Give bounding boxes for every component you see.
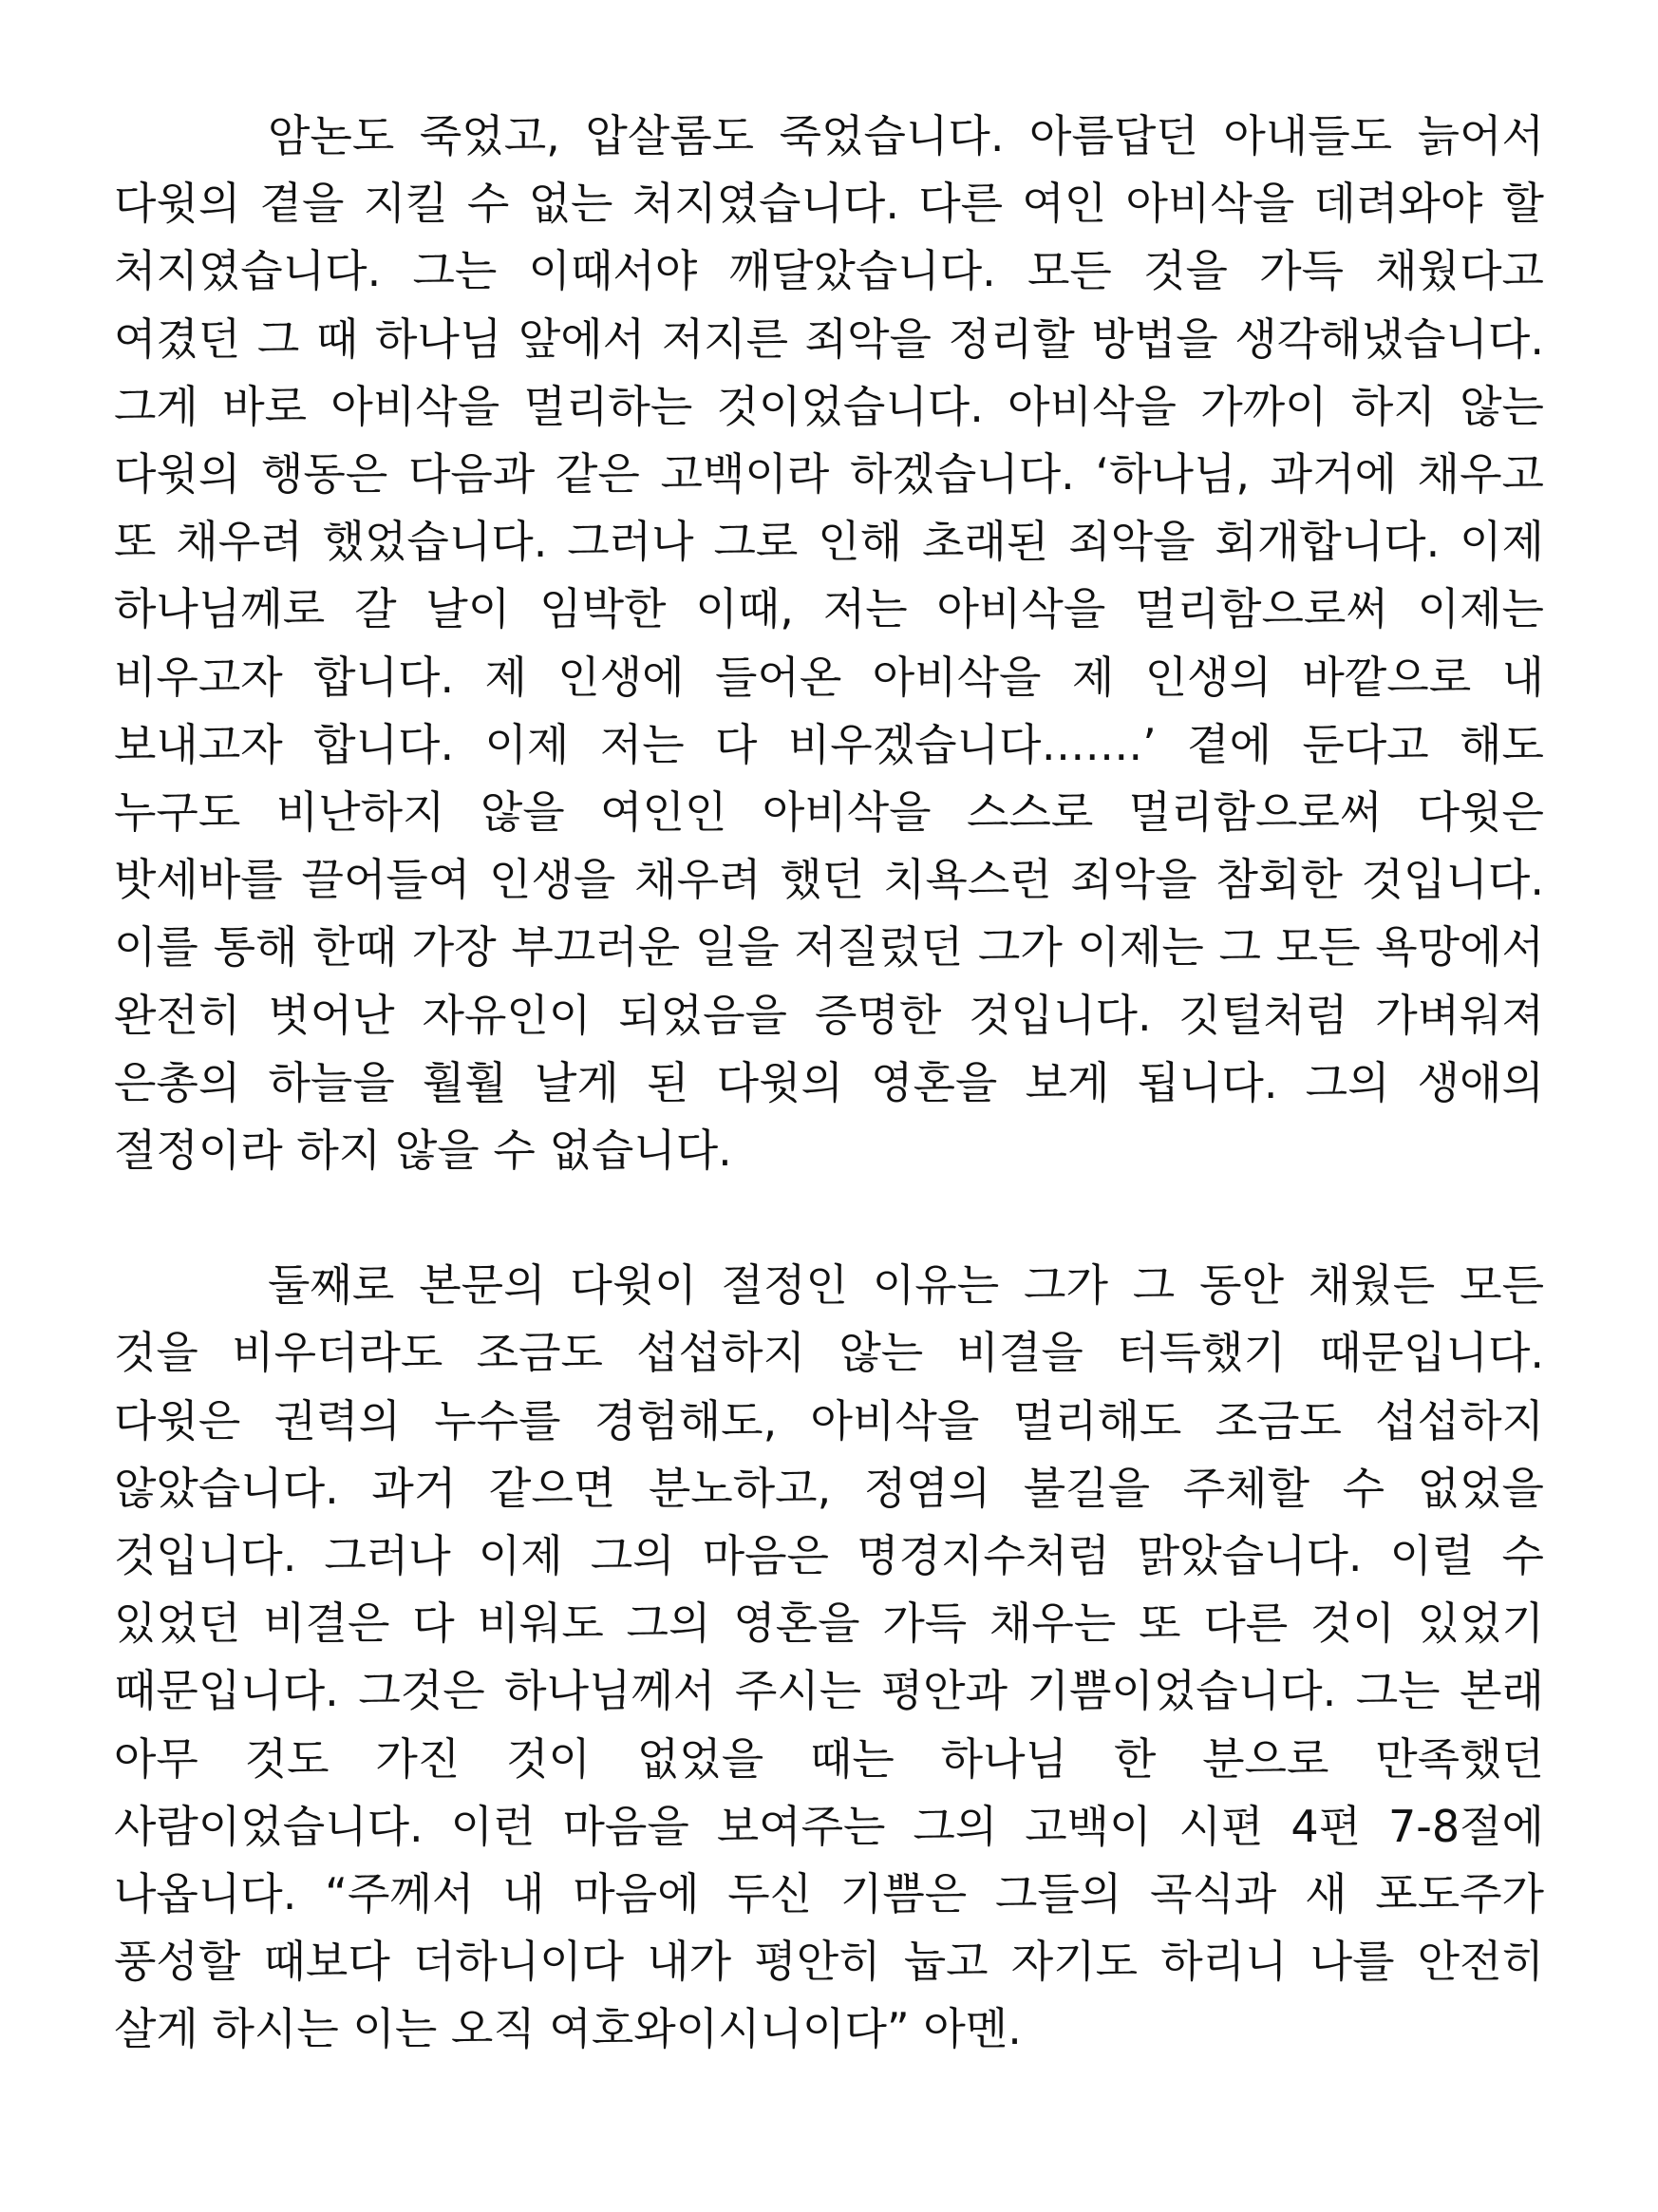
body-paragraph: 둘째로 본문의 다윗이 절정인 이유는 그가 그 동안 채웠든 모든 것을 비우더라도 조금도 섭섭하지 않는 비결을 터득했기 때문입니다. 다윗은 권력의 누수를 경험해도, 아비삭을 멀리해도 조금도 섭섭하지 않았습니다. 과거 같으면 분노하고, 정염의 불길을 주체할 수 없었을 것입니다. 그러나 이제 그의 마음은 명경지수처럼 맑았습니다. 이럴 수 있었던 비결은 다 비워도 그의 영혼을 가득 채우는 또 다른 것이 있었기 때문입니다. 그것은 하나님께서 주시는 평안과 기쁨이었습니다. 그는 본래 아무 것도 가진 것이 없었을 때는 하나님 한 분으로 만족했던 사람이었습니다. 이런 마음을 보여주는 그의 고백이 시편 4편 7-8절에 나옵니다. “주께서 내 마음에 두신 기쁨은 그들의 곡식과 새 포도주가 풍성할 때보다 더하니이다 내가 평안히 눕고 자기도 하리니 나를 안전히 살게 하시는 이는 오직 여호와이시니이다” 아멘. bbox=[114, 1259, 1544, 2055]
document-page bbox=[114, 103, 1544, 2064]
body-paragraph: 암논도 죽었고, 압살롬도 죽었습니다. 아름답던 아내들도 늙어서 다윗의 곁을 지킬 수 없는 처지였습니다. 다른 여인 아비삭을 데려와야 할 처지였습니다. 그는 이때서야 깨달았습니다. 모든 것을 가득 채웠다고 여겼던 그 때 하나님 앞에서 저지른 죄악을 정리할 방법을 생각해냈습니다. 그게 바로 아비삭을 멀리하는 것이었습니다. 아비삭을 가까이 하지 않는 다윗의 행동은 다음과 같은 고백이라 하겠습니다. ‘하나님, 과거에 채우고 또 채우려 했었습니다. 그러나 그로 인해 초래된 죄악을 회개합니다. 이제 하나님께로 갈 날이 임박한 이때, 저는 아비삭을 멀리함으로써 이제는 비우고자 합니다. 제 인생에 들어온 아비삭을 제 인생의 바깥으로 내 보내고자 합니다. 이제 저는 다 비우겠습니다…….’ 곁에 둔다고 해도 누구도 비난하지 않을 여인인 아비삭을 스스로 멀리함으로써 다윗은 밧세바를 끌어들여 인생을 채우려 했던 치욕스런 죄악을 참회한 것입니다. 이를 통해 한때 가장 부끄러운 일을 저질렀던 그가 이제는 그 모든 욕망에서 완전히 벗어난 자유인이 되었음을 증명한 것입니다. 깃털처럼 가벼워져 은총의 하늘을 훨훨 날게 된 다윗의 영혼을 보게 됩니다. 그의 생애의 절정이라 하지 않을 수 없습니다. bbox=[114, 110, 1544, 1177]
